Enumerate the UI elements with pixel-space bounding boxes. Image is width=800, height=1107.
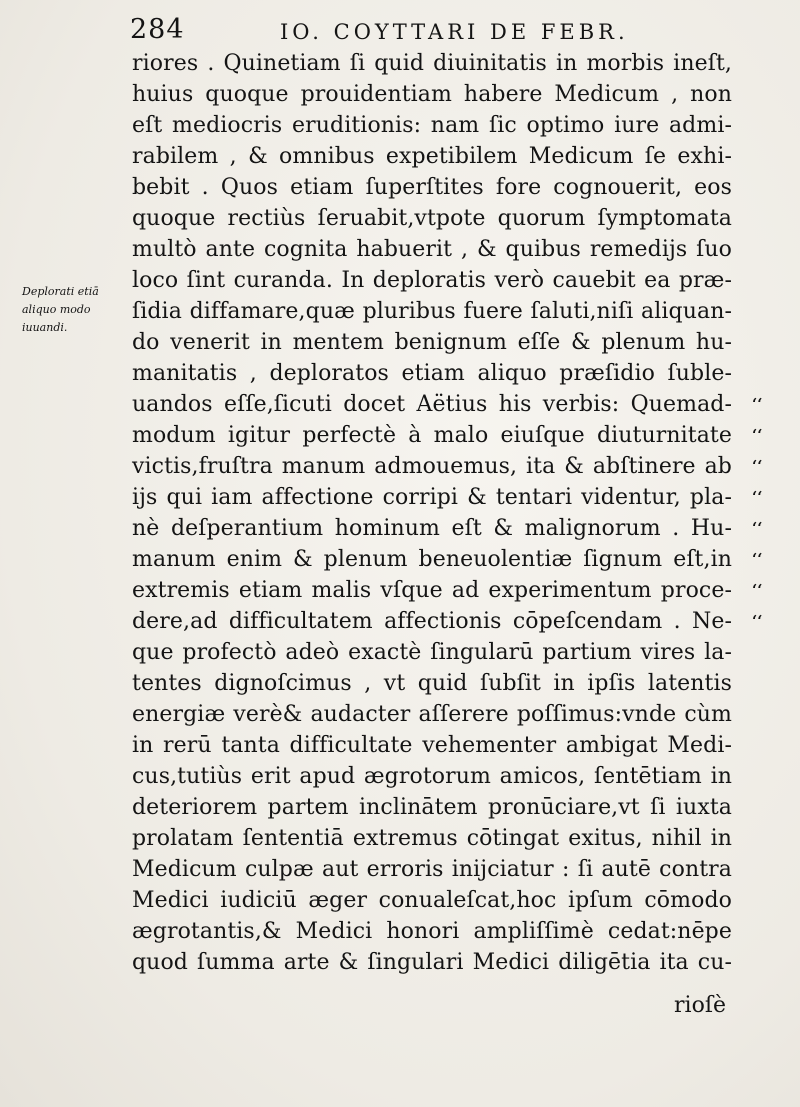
text-line: extremis etiam malis vſque ad experimentum proce- bbox=[132, 578, 732, 603]
page-number: 284 bbox=[130, 14, 185, 45]
quote-mark: ‘‘ bbox=[752, 395, 763, 413]
quote-mark: ‘‘ bbox=[752, 457, 763, 475]
text-line: cus,tutiùs erit apud ægrotorum amicos, ſentētiam in bbox=[132, 764, 732, 789]
text-line: que profectò adeò exactè ſingularū partium vires la- bbox=[132, 640, 732, 665]
text-line: ægrotantis,& Medici honori ampliſſimè cedat:nēpe bbox=[132, 919, 732, 944]
text-line: victis,fruſtra manum admouemus, ita & abſtinere ab bbox=[132, 454, 732, 479]
text-line: tentes dignoſcimus , vt quid ſubſit in ipſis latentis bbox=[132, 671, 732, 696]
quote-mark: ‘‘ bbox=[752, 426, 763, 444]
body-text bbox=[132, 48, 732, 978]
text-line: eſt mediocris eruditionis: nam ſic optimo iure admi- bbox=[132, 113, 732, 138]
text-line: loco ſint curanda. In deploratis verò cauebit ea præ- bbox=[132, 268, 732, 293]
quotation-marks-column bbox=[752, 389, 792, 637]
page-header bbox=[130, 14, 730, 48]
quote-mark: ‘‘ bbox=[752, 581, 763, 599]
text-line: prolatam ſententiā extremus cōtingat exitus, nihil in bbox=[132, 826, 732, 851]
quote-mark: ‘‘ bbox=[752, 612, 763, 630]
quote-mark: ‘‘ bbox=[752, 550, 763, 568]
text-line: ijs qui iam affectione corripi & tentari videntur, pla- bbox=[132, 485, 732, 510]
margin-note bbox=[22, 283, 132, 337]
text-line: riores . Quinetiam ſi quid diuinitatis in morbis ineſt, bbox=[132, 51, 732, 76]
text-line: huius quoque prouidentiam habere Medicum , non bbox=[132, 82, 732, 107]
text-line: quoque rectiùs ſeruabit,vtpote quorum ſymptomata bbox=[132, 206, 732, 231]
text-line: energiæ verè& audacter aſſerere poſſimus:vnde cùm bbox=[132, 702, 732, 727]
text-line: in rerū tanta difficultate vehementer ambigat Medi- bbox=[132, 733, 732, 758]
text-line: uandos eſſe,ſicuti docet Aëtius his verbis: Quemad- bbox=[132, 392, 732, 417]
text-line: bebit . Quos etiam ſuperſtites fore cognouerit, eos bbox=[132, 175, 732, 200]
text-line: rabilem , & omnibus expetibilem Medicum ſe exhi- bbox=[132, 144, 732, 169]
text-line: dere,ad difficultatem affectionis cōpeſcendam . Ne- bbox=[132, 609, 732, 634]
quote-mark: ‘‘ bbox=[752, 519, 763, 537]
text-line: do venerit in mentem benignum eſſe & plenum hu- bbox=[132, 330, 732, 355]
text-line: nè deſperantium hominum eſt & malignorum . Hu- bbox=[132, 516, 732, 541]
text-line: manitatis , deploratos etiam aliquo præſidio ſuble- bbox=[132, 361, 732, 386]
text-line: quod ſumma arte & ſingulari Medici diligētia ita cu- bbox=[132, 950, 732, 975]
text-line: multò ante cognita habuerit , & quibus remedijs ſuo bbox=[132, 237, 732, 262]
catchword: rioſè bbox=[674, 993, 726, 1018]
quote-mark: ‘‘ bbox=[752, 488, 763, 506]
text-line: Medicum culpæ aut erroris inijciatur : ſi autē contra bbox=[132, 857, 732, 882]
text-line: ſidia diffamare,quæ pluribus fuere ſaluti,niſi aliquan- bbox=[132, 299, 732, 324]
text-line: deteriorem partem inclinātem pronūciare,vt ſi iuxta bbox=[132, 795, 732, 820]
text-line: manum enim & plenum beneuolentiæ ſignum eſt,in bbox=[132, 547, 732, 572]
text-line: modum igitur perfectè à malo eiuſque diuturnitate bbox=[132, 423, 732, 448]
margin-note-line: Deplorati etiā bbox=[22, 285, 99, 298]
running-title: IO. COYTTARI DE FEBR. bbox=[280, 20, 629, 44]
text-line: Medici iudiciū æger conualeſcat,hoc ipſum cōmodo bbox=[132, 888, 732, 913]
margin-note-line: iuuandi. bbox=[22, 321, 68, 334]
margin-note-line: aliquo modo bbox=[22, 303, 91, 316]
